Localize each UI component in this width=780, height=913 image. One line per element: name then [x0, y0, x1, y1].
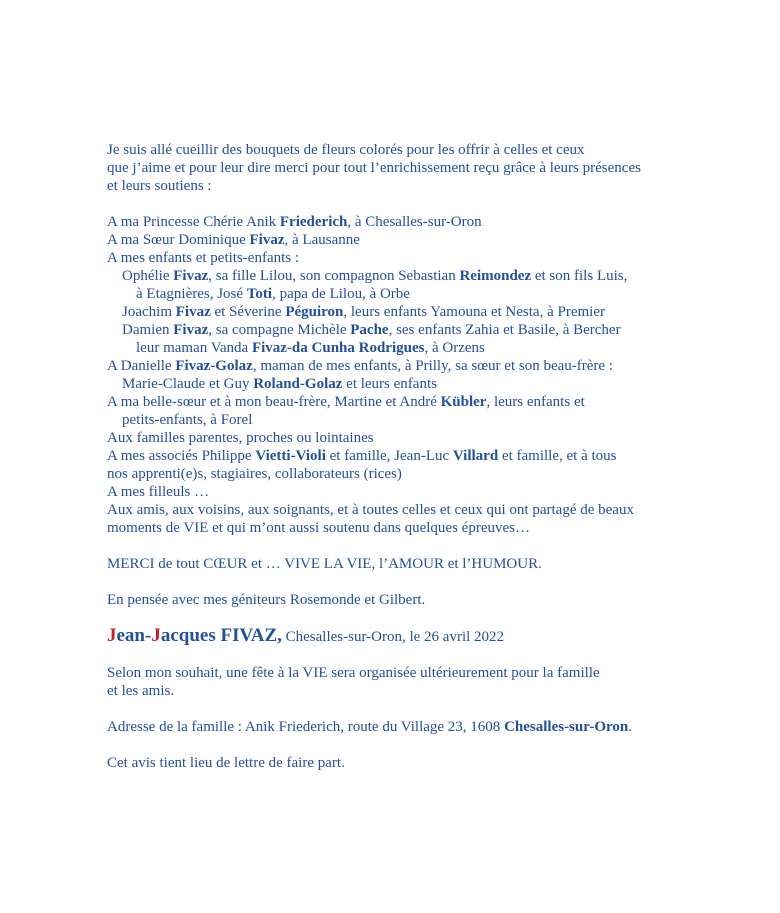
- text-segment: A ma Sœur Dominique: [107, 232, 250, 248]
- text-segment: et les amis.: [107, 683, 175, 699]
- text-line: [107, 718, 730, 736]
- text-segment: , sa compagne Michèle: [208, 322, 351, 338]
- text-line: [107, 682, 730, 700]
- text-line: [107, 501, 730, 519]
- text-line: [107, 465, 730, 483]
- text-line: [107, 664, 730, 682]
- text-segment: A Danielle: [107, 358, 176, 374]
- text-segment: , leurs enfants Yamouna et Nesta, à Premier: [343, 304, 605, 320]
- text-line: [107, 339, 730, 357]
- text-line: [107, 393, 730, 411]
- text-segment: , sa fille Lilou, son compagnon Sebastian: [208, 268, 460, 284]
- text-segment: Joachim: [122, 304, 176, 320]
- text-line: [107, 519, 730, 537]
- text-line: [107, 754, 730, 772]
- text-line: [107, 411, 730, 429]
- text-line: [107, 447, 730, 465]
- text-segment: nos apprenti(e)s, stagiaires, collaborateurs (rices): [107, 466, 402, 482]
- text-line: [107, 249, 730, 267]
- blank-line: [107, 573, 730, 591]
- text-line: [107, 159, 730, 177]
- text-segment: A mes filleuls …: [107, 484, 210, 500]
- blank-line: [107, 736, 730, 754]
- blank-line: [107, 195, 730, 213]
- accent-initial: J: [151, 625, 161, 646]
- text-line: [107, 213, 730, 231]
- text-segment: Vietti-Violi: [255, 448, 326, 464]
- text-segment: Fivaz: [173, 322, 209, 338]
- text-segment: , à Orzens: [424, 340, 485, 356]
- text-line: [107, 591, 730, 609]
- text-segment: Aux familles parentes, proches ou lointaines: [107, 430, 374, 446]
- text-segment: A ma Princesse Chérie Anik: [107, 214, 280, 230]
- text-segment: , à Chesalles-sur-Oron: [347, 214, 482, 230]
- text-line: [107, 555, 730, 573]
- text-segment: Fivaz-Golaz: [175, 358, 253, 374]
- text-segment: .: [628, 719, 632, 735]
- document-body: [107, 141, 730, 772]
- text-segment: Fivaz: [249, 232, 285, 248]
- text-segment: moments de VIE et qui m’ont aussi soutenu dans quelques épreuves…: [107, 520, 530, 536]
- text-line: [107, 285, 730, 303]
- text-line: [107, 231, 730, 249]
- text-line: [107, 375, 730, 393]
- text-segment: et leurs soutiens :: [107, 178, 212, 194]
- text-segment: , à Lausanne: [284, 232, 360, 248]
- text-segment: , papa de Lilou, à Orbe: [272, 286, 410, 302]
- text-segment: et leurs enfants: [342, 376, 437, 392]
- text-segment: Villard: [452, 448, 499, 464]
- text-segment: Toti: [246, 286, 273, 302]
- text-line: [107, 321, 730, 339]
- text-line: [107, 267, 730, 285]
- text-segment: , leurs enfants et: [486, 394, 585, 410]
- text-segment: Chesalles-sur-Oron: [504, 719, 629, 735]
- text-segment: Selon mon souhait, une fête à la VIE sera organisée ultérieurement pour la famille: [107, 665, 600, 681]
- text-segment: et famille, Jean-Luc: [325, 448, 453, 464]
- signature-line: [107, 627, 730, 646]
- text-segment: Kübler: [440, 394, 487, 410]
- text-line: [107, 429, 730, 447]
- text-segment: Friederich: [279, 214, 348, 230]
- text-segment: Chesalles-sur-Oron, le 26 avril 2022: [281, 629, 505, 645]
- text-segment: Pache: [350, 322, 389, 338]
- text-segment: Roland-Golaz: [253, 376, 343, 392]
- accent-initial: J: [107, 625, 117, 646]
- text-segment: leur maman Vanda: [136, 340, 252, 356]
- text-segment: Damien: [122, 322, 174, 338]
- text-segment: MERCI de tout CŒUR et … VIVE LA VIE, l’AMOUR et l’HUMOUR.: [107, 556, 542, 572]
- text-segment: Ophélie: [122, 268, 174, 284]
- text-segment: que j’aime et pour leur dire merci pour tout l’enrichissement reçu grâce à leurs présences: [107, 160, 641, 176]
- blank-line: [107, 646, 730, 664]
- text-segment: petits-enfants, à Forel: [122, 412, 253, 428]
- text-segment: Fivaz-da Cunha Rodrigues: [251, 340, 425, 356]
- text-segment: Reimondez: [459, 268, 532, 284]
- text-segment: Cet avis tient lieu de lettre de faire part.: [107, 755, 345, 771]
- text-segment: A mes associés Philippe: [107, 448, 256, 464]
- blank-line: [107, 700, 730, 718]
- blank-line: [107, 537, 730, 555]
- text-segment: Péguiron: [285, 304, 344, 320]
- text-segment: , maman de mes enfants, à Prilly, sa sœur et son beau-frère :: [252, 358, 613, 374]
- text-segment: Fivaz: [173, 268, 209, 284]
- text-line: [107, 303, 730, 321]
- text-line: [107, 357, 730, 375]
- text-segment: Fivaz: [175, 304, 211, 320]
- text-segment: à Etagnières, José: [136, 286, 247, 302]
- text-segment: En pensée avec mes géniteurs Rosemonde et Gilbert.: [107, 592, 426, 608]
- text-segment: Marie-Claude et Guy: [122, 376, 254, 392]
- text-segment: A mes enfants et petits-enfants :: [107, 250, 300, 266]
- text-segment: acques FIVAZ,: [160, 625, 282, 646]
- text-line: [107, 141, 730, 159]
- text-segment: Je suis allé cueillir des bouquets de fleurs colorés pour les offrir à celles et ceux: [107, 142, 585, 158]
- text-line: [107, 483, 730, 501]
- text-segment: ean-: [116, 625, 152, 646]
- text-segment: A ma belle-sœur et à mon beau-frère, Martine et André: [107, 394, 441, 410]
- text-segment: Aux amis, aux voisins, aux soignants, et à toutes celles et ceux qui ont partagé de beaux: [107, 502, 634, 518]
- text-line: [107, 177, 730, 195]
- text-segment: Adresse de la famille : Anik Friederich, route du Village 23, 1608: [107, 719, 505, 735]
- text-segment: et son fils Luis,: [531, 268, 628, 284]
- text-segment: , ses enfants Zahia et Basile, à Bercher: [388, 322, 621, 338]
- text-segment: et famille, et à tous: [498, 448, 617, 464]
- text-segment: et Séverine: [210, 304, 286, 320]
